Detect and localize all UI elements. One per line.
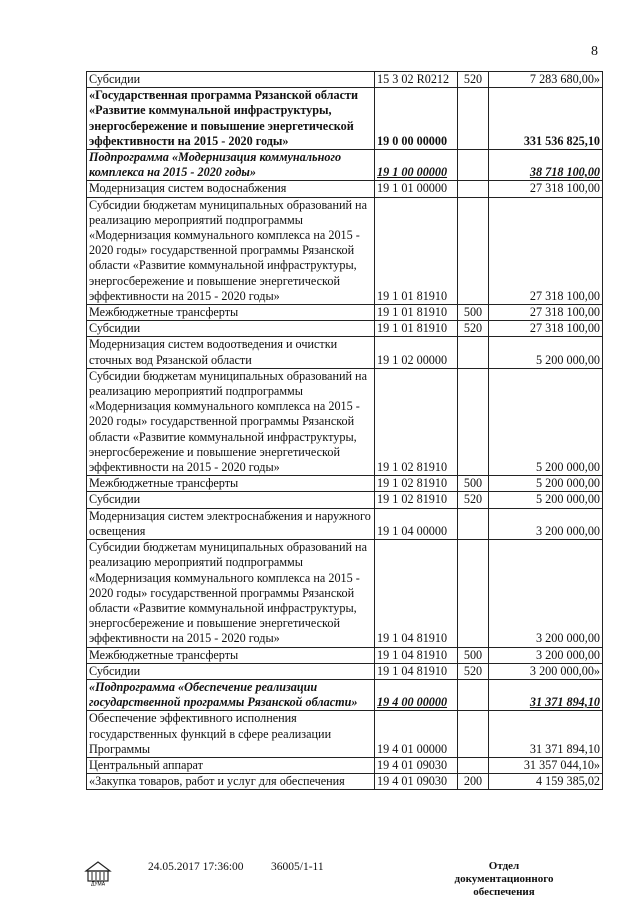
duma-logo-text: ДУМА bbox=[90, 881, 106, 886]
row-expense-type-cell bbox=[458, 88, 489, 150]
row-code-cell: 19 1 01 81910 bbox=[375, 197, 458, 304]
row-expense-type-cell bbox=[458, 679, 489, 710]
table-row bbox=[87, 774, 603, 790]
row-name-cell: Подпрограмма «Модернизация коммунального комплекса на 2015 - 2020 годы» bbox=[87, 150, 375, 181]
row-code-cell: 19 1 01 00000 bbox=[375, 181, 458, 197]
row-code-cell: 19 4 01 09030 bbox=[375, 774, 458, 790]
row-amount-cell: 27 318 100,00 bbox=[489, 321, 603, 337]
row-expense-type-cell bbox=[458, 540, 489, 647]
table-row bbox=[87, 72, 603, 88]
row-amount-cell: 38 718 100,00 bbox=[489, 150, 603, 181]
row-amount-cell: 3 200 000,00» bbox=[489, 663, 603, 679]
row-amount-cell: 27 318 100,00 bbox=[489, 181, 603, 197]
row-code-cell: 19 4 01 00000 bbox=[375, 711, 458, 758]
row-name-cell: Модернизация систем электроснабжения и наружного освещения bbox=[87, 508, 375, 539]
row-expense-type-cell bbox=[458, 181, 489, 197]
row-expense-type-cell: 500 bbox=[458, 305, 489, 321]
budget-table-body bbox=[87, 72, 603, 790]
row-amount-cell: 3 200 000,00 bbox=[489, 508, 603, 539]
row-name-cell: Субсидии bbox=[87, 663, 375, 679]
table-row bbox=[87, 540, 603, 647]
footer-doc-id: 36005/1-11 bbox=[271, 861, 324, 873]
row-expense-type-cell bbox=[458, 150, 489, 181]
row-amount-cell: 4 159 385,02 bbox=[489, 774, 603, 790]
stamp-line-2: обеспечения bbox=[473, 886, 535, 898]
row-name-cell: Межбюджетные трансферты bbox=[87, 476, 375, 492]
row-name-cell: Обеспечение эффективного исполнения государственных функций в сфере реализации Программы bbox=[87, 711, 375, 758]
budget-table bbox=[86, 71, 603, 790]
row-code-cell: 15 3 02 R0212 bbox=[375, 72, 458, 88]
row-amount-cell: 3 200 000,00 bbox=[489, 540, 603, 647]
table-row bbox=[87, 492, 603, 508]
table-row bbox=[87, 476, 603, 492]
row-code-cell: 19 1 02 81910 bbox=[375, 492, 458, 508]
table-row bbox=[87, 679, 603, 710]
row-name-cell: Центральный аппарат bbox=[87, 757, 375, 773]
row-name-cell: Субсидии бюджетам муниципальных образований на реализацию мероприятий подпрограммы «Модернизация коммунального комплекса на 2015 - 2020 годы» государственной программы Рязанской области «Развитие коммунальной инфраструктуры, энергосбережение и повышение энергетической эффективности на 2015 - 2020 годы» bbox=[87, 197, 375, 304]
row-name-cell: Субсидии bbox=[87, 321, 375, 337]
table-row bbox=[87, 368, 603, 475]
row-name-cell: Межбюджетные трансферты bbox=[87, 305, 375, 321]
row-expense-type-cell bbox=[458, 711, 489, 758]
footer-timestamp: 24.05.2017 17:36:00 bbox=[148, 861, 244, 873]
duma-logo bbox=[83, 858, 113, 886]
table-row bbox=[87, 150, 603, 181]
row-name-cell: Субсидии бюджетам муниципальных образований на реализацию мероприятий подпрограммы «Модернизация коммунального комплекса на 2015 - 2020 годы» государственной программы Рязанской области «Развитие коммунальной инфраструктуры, энергосбережение и повышение энергетической эффективности на 2015 - 2020 годы» bbox=[87, 540, 375, 647]
row-code-cell: 19 1 04 81910 bbox=[375, 663, 458, 679]
row-expense-type-cell: 200 bbox=[458, 774, 489, 790]
row-expense-type-cell bbox=[458, 368, 489, 475]
table-row bbox=[87, 647, 603, 663]
department-stamp bbox=[440, 860, 568, 899]
row-amount-cell: 27 318 100,00 bbox=[489, 305, 603, 321]
row-code-cell: 19 1 02 81910 bbox=[375, 368, 458, 475]
table-row bbox=[87, 305, 603, 321]
row-code-cell: 19 4 00 00000 bbox=[375, 679, 458, 710]
row-amount-cell: 5 200 000,00 bbox=[489, 492, 603, 508]
table-row bbox=[87, 181, 603, 197]
row-name-cell: «Закупка товаров, работ и услуг для обеспечения bbox=[87, 774, 375, 790]
table-row bbox=[87, 88, 603, 150]
table-row bbox=[87, 711, 603, 758]
row-expense-type-cell: 520 bbox=[458, 492, 489, 508]
row-amount-cell: 7 283 680,00» bbox=[489, 72, 603, 88]
table-row bbox=[87, 757, 603, 773]
row-amount-cell: 5 200 000,00 bbox=[489, 368, 603, 475]
row-code-cell: 19 1 01 81910 bbox=[375, 321, 458, 337]
table-row bbox=[87, 321, 603, 337]
row-amount-cell: 5 200 000,00 bbox=[489, 476, 603, 492]
row-expense-type-cell bbox=[458, 197, 489, 304]
row-name-cell: Субсидии бюджетам муниципальных образований на реализацию мероприятий подпрограммы «Модернизация коммунального комплекса на 2015 - 2020 годы» государственной программы Рязанской области «Развитие коммунальной инфраструктуры, энергосбережение и повышение энергетической эффективности на 2015 - 2020 годы» bbox=[87, 368, 375, 475]
row-amount-cell: 31 357 044,10» bbox=[489, 757, 603, 773]
row-code-cell: 19 0 00 00000 bbox=[375, 88, 458, 150]
row-expense-type-cell bbox=[458, 757, 489, 773]
row-code-cell: 19 1 01 81910 bbox=[375, 305, 458, 321]
page-number: 8 bbox=[591, 44, 598, 59]
row-code-cell: 19 1 02 81910 bbox=[375, 476, 458, 492]
row-name-cell: Межбюджетные трансферты bbox=[87, 647, 375, 663]
row-amount-cell: 5 200 000,00 bbox=[489, 337, 603, 368]
row-code-cell: 19 1 04 81910 bbox=[375, 647, 458, 663]
stamp-line-1: Отдел документационного bbox=[454, 860, 554, 885]
row-name-cell: Модернизация систем водоснабжения bbox=[87, 181, 375, 197]
row-amount-cell: 3 200 000,00 bbox=[489, 647, 603, 663]
table-row bbox=[87, 337, 603, 368]
row-expense-type-cell: 500 bbox=[458, 476, 489, 492]
row-name-cell: «Подпрограмма «Обеспечение реализации государственной программы Рязанской области» bbox=[87, 679, 375, 710]
row-amount-cell: 27 318 100,00 bbox=[489, 197, 603, 304]
row-amount-cell: 331 536 825,10 bbox=[489, 88, 603, 150]
row-expense-type-cell: 520 bbox=[458, 321, 489, 337]
table-row bbox=[87, 663, 603, 679]
row-name-cell: Субсидии bbox=[87, 492, 375, 508]
table-row bbox=[87, 508, 603, 539]
row-name-cell: «Государственная программа Рязанской области «Развитие коммунальной инфраструктуры, энергосбережение и повышение энергетической эффективности на 2015 - 2020 годы» bbox=[87, 88, 375, 150]
row-expense-type-cell: 500 bbox=[458, 647, 489, 663]
row-amount-cell: 31 371 894,10 bbox=[489, 711, 603, 758]
row-code-cell: 19 1 04 81910 bbox=[375, 540, 458, 647]
row-name-cell: Субсидии bbox=[87, 72, 375, 88]
row-code-cell: 19 4 01 09030 bbox=[375, 757, 458, 773]
row-expense-type-cell bbox=[458, 508, 489, 539]
row-expense-type-cell: 520 bbox=[458, 72, 489, 88]
row-code-cell: 19 1 00 00000 bbox=[375, 150, 458, 181]
row-code-cell: 19 1 04 00000 bbox=[375, 508, 458, 539]
row-expense-type-cell: 520 bbox=[458, 663, 489, 679]
row-code-cell: 19 1 02 00000 bbox=[375, 337, 458, 368]
row-name-cell: Модернизация систем водоотведения и очистки сточных вод Рязанской области bbox=[87, 337, 375, 368]
table-row bbox=[87, 197, 603, 304]
row-expense-type-cell bbox=[458, 337, 489, 368]
row-amount-cell: 31 371 894,10 bbox=[489, 679, 603, 710]
